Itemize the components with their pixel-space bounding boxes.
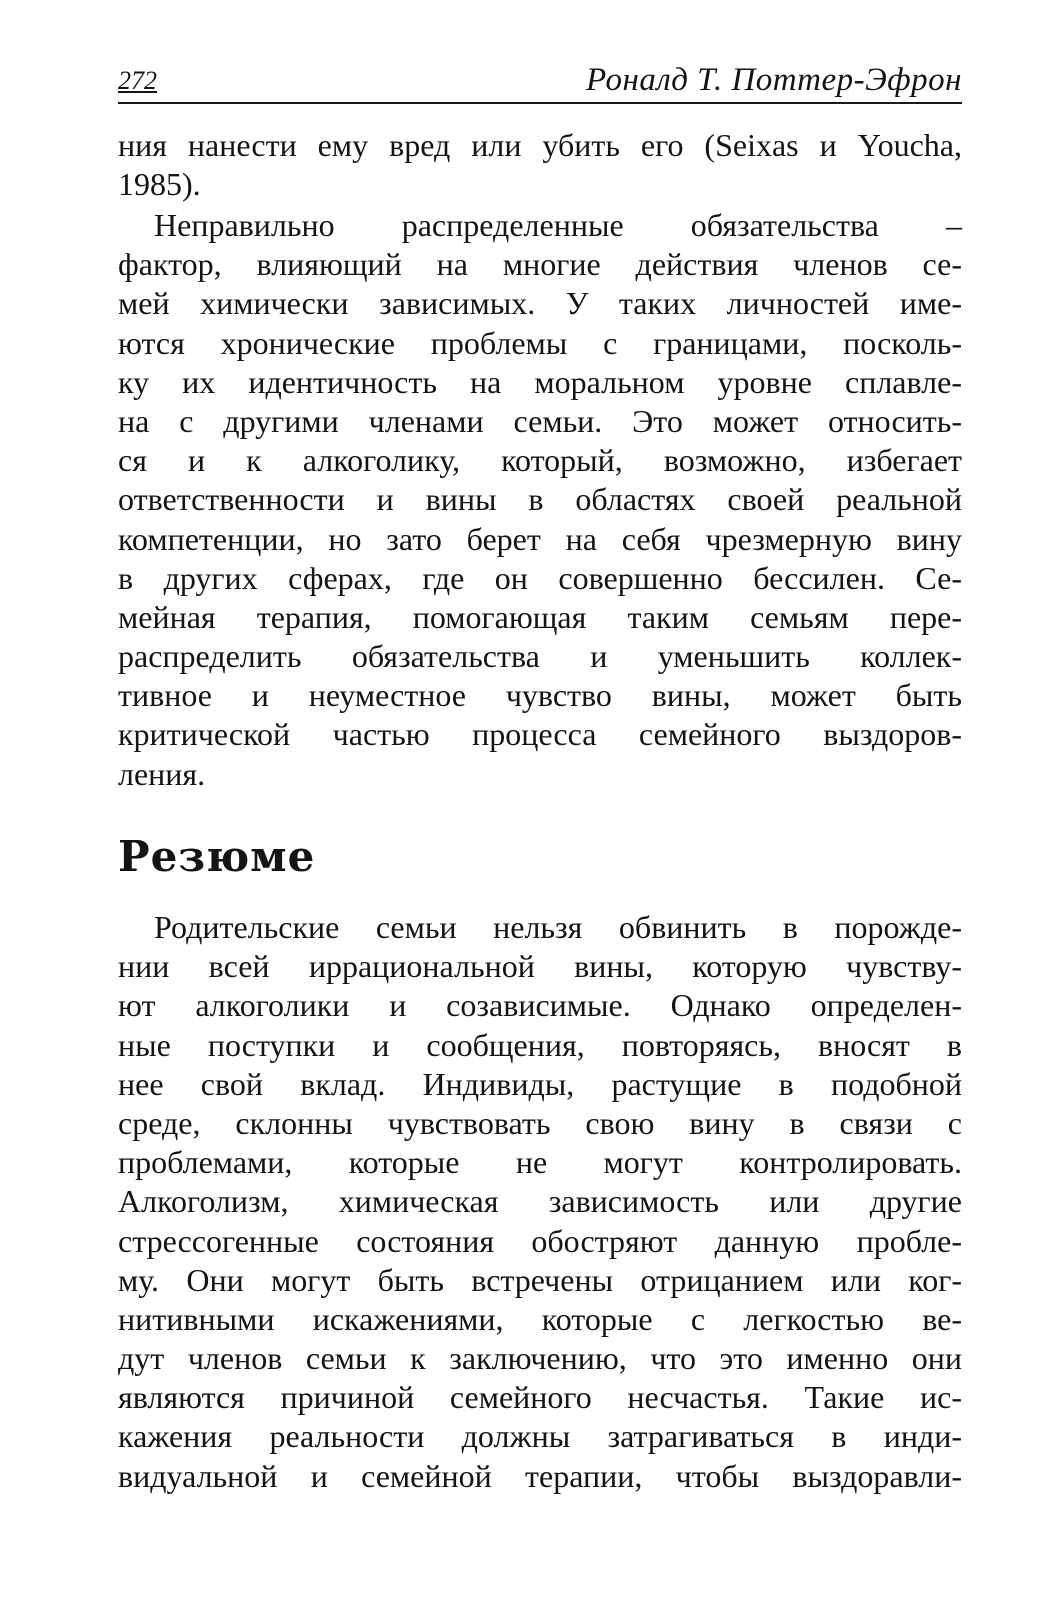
- running-head: [118, 62, 962, 104]
- text-line: ния нанести ему вред или убить его (Seixas и Youcha,: [118, 127, 962, 163]
- text-line: ся и к алкоголику, который, возможно, избегает: [118, 442, 962, 479]
- running-title: Роналд Т. Поттер-Эфрон: [586, 62, 962, 98]
- text-line: компетенции, но зато берет на себя чрезмерную вину: [118, 520, 962, 557]
- text-line: нитивными искажениями, которые с легкостью ве-: [118, 1300, 962, 1337]
- text-line: ются хронические проблемы с границами, посколь-: [118, 324, 962, 361]
- continuation-paragraph: [118, 126, 962, 204]
- text-line: ответственности и вины в областях своей реальной: [118, 481, 962, 518]
- text-line: на с другими членами семьи. Это может относить-: [118, 402, 962, 439]
- responsibility-paragraph: [118, 206, 962, 794]
- text-line: Алкоголизм, химическая зависимость или другие: [118, 1183, 962, 1220]
- text-line: кажения реальности должны затрагиваться в инди-: [118, 1418, 962, 1455]
- text-line: му. Они могут быть встречены отрицанием или ког-: [118, 1261, 962, 1298]
- text-line: мейная терапия, помогающая таким семьям пере-: [118, 598, 962, 635]
- text-line: фактор, влияющий на многие действия членов се-: [118, 246, 962, 283]
- text-line: ку их идентичность на моральном уровне сплавле-: [118, 363, 962, 400]
- text-line: ные поступки и сообщения, повторяясь, вносят в: [118, 1026, 962, 1063]
- text-line: среде, склонны чувствовать свою вину в связи с: [118, 1104, 962, 1141]
- text-line: дут членов семьи к заключению, что это именно они: [118, 1340, 962, 1377]
- text-line: ют алкоголики и созависимые. Однако определен-: [118, 987, 962, 1024]
- text-line: Родительские семьи нельзя обвинить в порожде-: [154, 909, 962, 945]
- text-line: тивное и неуместное чувство вины, может быть: [118, 677, 962, 714]
- summary-paragraph: [118, 908, 962, 1496]
- page-number: 272: [118, 66, 157, 95]
- text-line: стрессогенные состояния обостряют данную пробле-: [118, 1222, 962, 1259]
- text-line: нии всей иррациональной вины, которую чувству-: [118, 948, 962, 985]
- text-line: критической частью процесса семейного выздоров-: [118, 716, 962, 753]
- text-line: в других сферах, где он совершенно бессилен. Се-: [118, 559, 962, 596]
- section-heading: Резюме: [118, 832, 316, 881]
- text-line: проблемами, которые не могут контролировать.: [118, 1144, 962, 1181]
- text-line: распределить обязательства и уменьшить коллек-: [118, 638, 962, 675]
- text-line: Неправильно распределенные обязательства –: [154, 207, 962, 243]
- text-line: видуальной и семейной терапии, чтобы выздоравли-: [118, 1457, 962, 1494]
- text-line: мей химически зависимых. У таких личностей име-: [118, 285, 962, 322]
- text-line: являются причиной семейного несчастья. Такие ис-: [118, 1379, 962, 1416]
- text-line: ления.: [118, 755, 206, 792]
- text-line: нее свой вклад. Индивиды, растущие в подобной: [118, 1065, 962, 1102]
- text-line: 1985).: [118, 166, 201, 203]
